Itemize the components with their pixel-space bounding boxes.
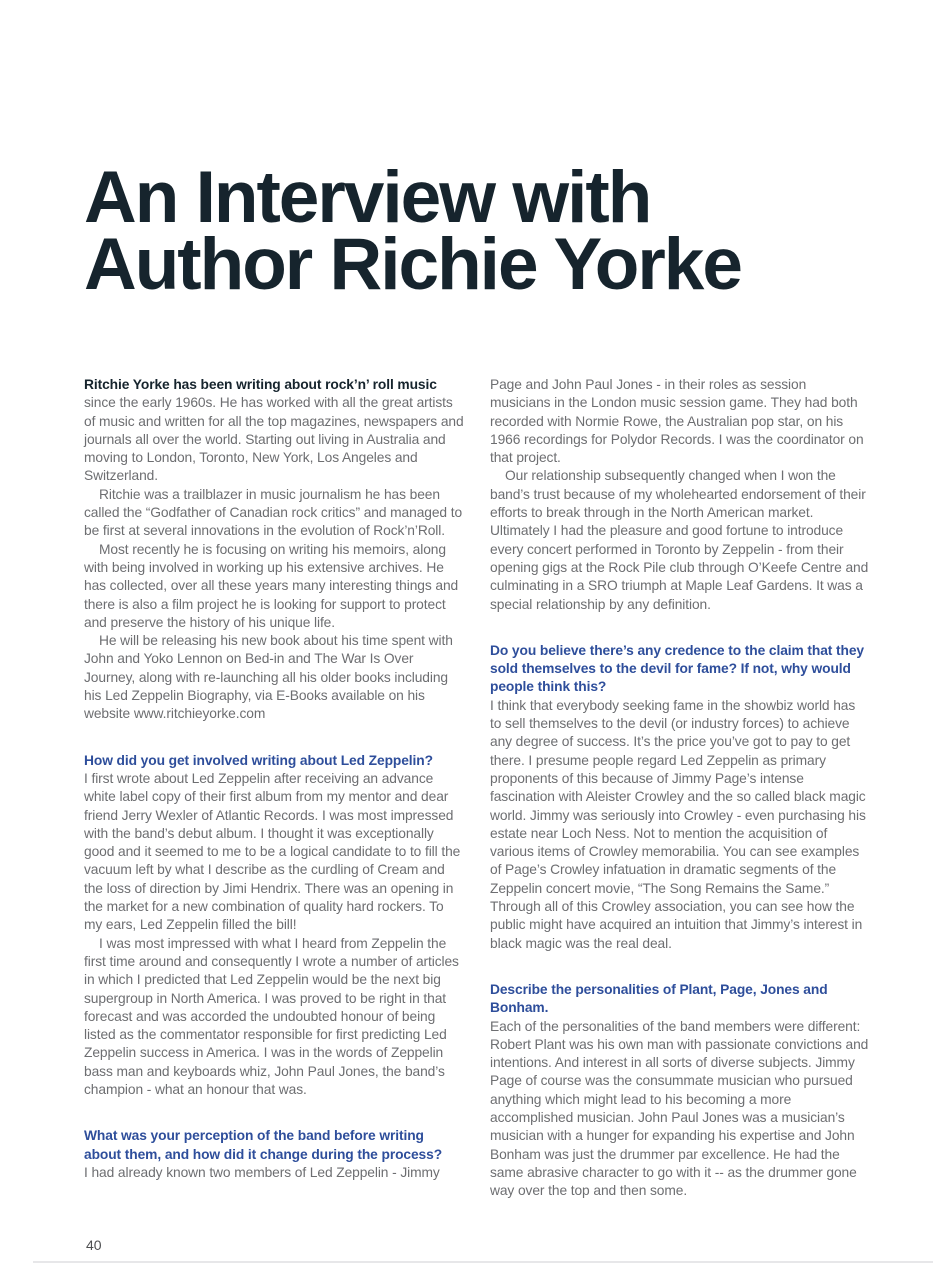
answer-paragraph: I think that everybody seeking fame in the showbiz world has to sell themselves to the devil (or industry forces) to achieve any degree of success. It’s the price you’ve got to pay to get there. I presume people regard Led Zeppelin as primary proponents of this because of Jimmy Page’s intense fascination with Aleister Crowley and the so called black magic world. Jimmy was seriously into Crowley - even purchasing his estate near Loch Ness. Not to mention the acquisition of various items of Crowley memorabilia. You can see examples of Page’s Crowley infatuation in dramatic segments of the Zeppelin concert movie, “The Song Remains the Same.” Through all of this Crowley association, you can see how the public might have acquired an intuition that Jimmy’s interest in black magic was the real deal. <box>490 697 866 951</box>
answer-paragraph: I had already known two members of Led Zeppelin - Jimmy <box>84 1164 440 1180</box>
question-heading: Do you believe there’s any credence to the claim that they sold themselves to the devil for fame? If not, why would people think this? <box>490 642 864 695</box>
answer-paragraph: Page and John Paul Jones - in their roles as session musicians in the London music session game. They had both recorded with Normie Rowe, the Australian pop star, on his 1966 recordings for Polydor Records. I was the coordinator on that project. <box>490 377 864 466</box>
article-body <box>84 376 870 1200</box>
intro-rest-text: since the early 1960s. He has worked with all the great artists of music and written for all the top magazines, newspapers and journals all over the world. Starting out living in Australia and moving to London, Toronto, New York, Los Angeles and Switzerland. <box>84 395 464 484</box>
answer-paragraph: Most recently he is focusing on writing his memoirs, along with being involved in working up his extensive archives. He has collected, over all these years many interesting things and there is also a film project he is looking for support to protect and preserve the history of his unique life. <box>84 541 459 630</box>
answer-paragraph: Our relationship subsequently changed when I won the band’s trust because of my wholehearted endorsement of their efforts to break through in the North American market. Ultimately I had the pleasure and good fortune to introduce every concert performed in Toronto by Zeppelin - from their opening gigs at the Rock Pile club through O’Keefe Centre and culminating in a SRO triumph at Maple Leaf Gardens. It was a special relationship by any definition. <box>490 468 869 612</box>
question-heading: How did you get involved writing about Led Zeppelin? <box>84 752 433 768</box>
page-title <box>84 157 741 305</box>
page-title-line-1: An Interview with <box>84 157 651 238</box>
right-column <box>490 376 870 1200</box>
question-heading: Describe the personalities of Plant, Page, Jones and Bonham. <box>490 981 828 1016</box>
intro-paragraph <box>84 376 464 486</box>
page-title-line-2: Author Richie Yorke <box>84 224 741 305</box>
page-number: 40 <box>86 1237 102 1253</box>
answer-paragraph: I first wrote about Led Zeppelin after receiving an advance white label copy of their first album from my mentor and dear friend Jerry Wexler of Atlantic Records. I was most impressed with the band’s debut album. I thought it was exceptionally good and it seemed to me to be a logical candidate to to fill the vacuum left by what I describe as the curdling of Cream and the loss of direction by Jimi Hendrix. There was an opening in the market for a new combination of quality hard rockers. To my ears, Led Zeppelin filled the bill! <box>84 770 461 933</box>
intro-lead-text: Ritchie Yorke has been writing about rock’n’ roll music <box>84 377 437 392</box>
answer-paragraph: I was most impressed with what I heard from Zeppelin the first time around and consequently I wrote a number of articles in which I predicted that Led Zeppelin would be the next big supergroup in North America. I was proved to be right in that forecast and was accorded the undoubted honour of being listed as the commentator responsible for first predicting Led Zeppelin success in America. I was in the words of Zeppelin bass man and keyboards whiz, John Paul Jones, the band’s champion - what an honour that was. <box>84 935 459 1097</box>
answer-paragraph: Ritchie was a trailblazer in music journalism he has been called the “Godfather of Canadian rock critics” and managed to be first at several innovations in the evolution of Rock’n’Roll. <box>84 486 463 539</box>
answer-paragraph: He will be releasing his new book about his time spent with John and Yoko Lennon on Bed-in and The War Is Over Journey, along with re-launching all his older books including his Led Zeppelin Biography, via E-Books available on his website www.ritchieyorke.com <box>84 633 453 722</box>
page-edge-line <box>33 1261 933 1263</box>
answer-paragraph: Each of the personalities of the band members were different: Robert Plant was his own man with passionate convictions and intentions. And interest in all sorts of diverse subjects. Jimmy Page of course was the consummate musician who pursued anything which might lead to his becoming a more accomplished musician. John Paul Jones was a musician’s musician with a hunger for expanding his expertise and John Bonham was just the drummer par excellence. He had the same abrasive character to go with it -- as the drummer gone way over the top and then some. <box>490 1018 869 1199</box>
left-column <box>84 376 464 1182</box>
question-heading: What was your perception of the band before writing about them, and how did it change during the process? <box>84 1128 443 1162</box>
